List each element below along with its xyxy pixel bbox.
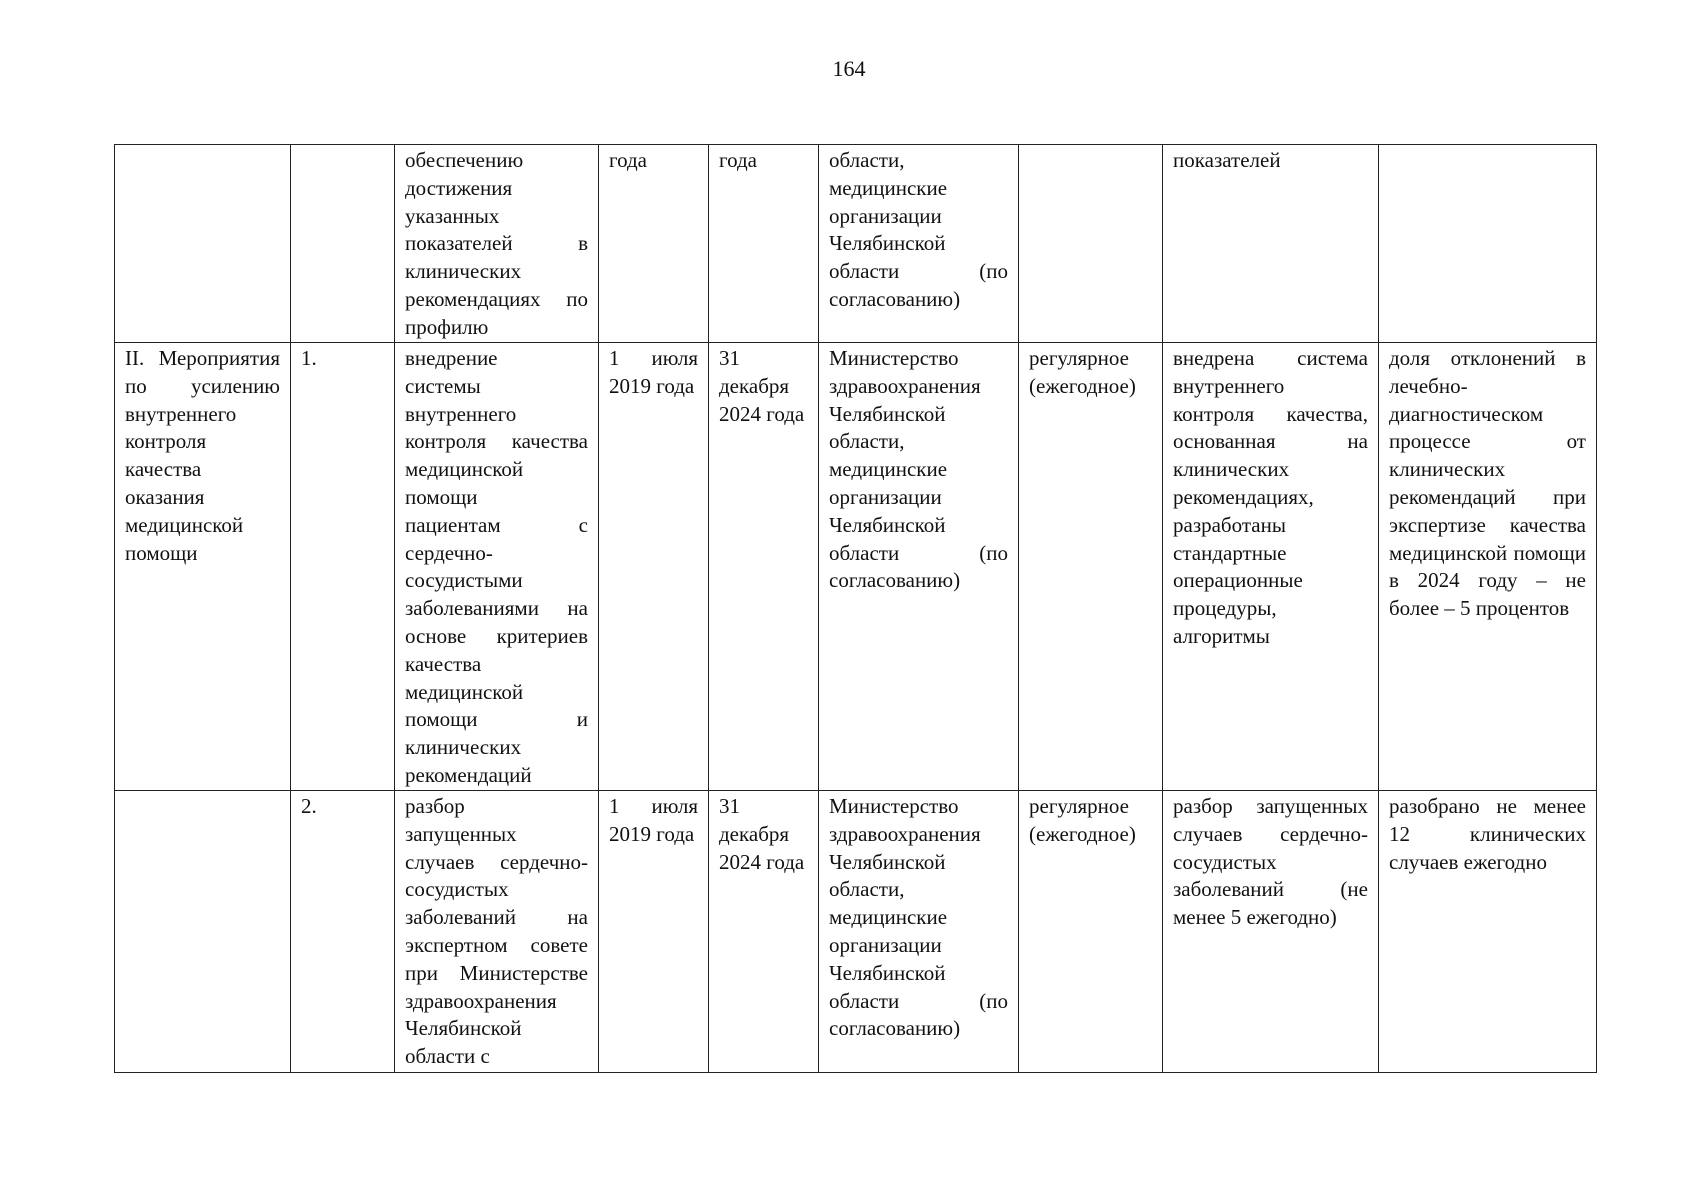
- indicator-cell: разобрано не менее 12 клинических случаев ежегодно: [1379, 791, 1597, 1073]
- responsible-cell-line: медицинские: [829, 175, 948, 200]
- responsible-cell-line: организации: [829, 203, 942, 228]
- start-date-cell: 1 июля 2019 года: [599, 343, 709, 791]
- activity-cell-line: системы: [405, 373, 481, 398]
- activity-cell-line: случаев сердечно-: [405, 849, 588, 874]
- responsible-cell-line: согласованию): [829, 286, 961, 311]
- responsible-cell-line: здравоохранения: [829, 373, 981, 398]
- activity-cell-line: основе критериев: [405, 623, 588, 648]
- activity-cell-line: показателей в: [405, 231, 588, 256]
- indicator-cell: доля отклонений в лечебно-диагностическом процессе от клинических рекомендаций при экспертизе качества медицинской помощи в 2024 году – не более – 5 процентов: [1379, 343, 1597, 791]
- activity-cell-line: достижения: [405, 175, 513, 200]
- activity-cell-line: контроля качества: [405, 429, 588, 454]
- section-cell: [115, 145, 291, 343]
- activity-cell-line: клинических: [405, 259, 522, 284]
- responsible-cell-line: медицинские: [829, 457, 948, 482]
- responsible-cell-line: организации: [829, 932, 942, 957]
- activity-cell-line: рекомендаций: [405, 762, 532, 787]
- responsible-cell-line: Челябинской: [829, 231, 946, 256]
- start-date-cell: года: [599, 145, 709, 343]
- activity-cell-line: сосудистыми: [405, 568, 523, 593]
- activity-cell-line: профилю: [405, 314, 489, 339]
- activity-cell: [395, 791, 599, 1073]
- responsible-cell-line: согласованию): [829, 1016, 961, 1041]
- responsible-cell-line: области,: [829, 148, 905, 172]
- responsible-cell-line: медицинские: [829, 905, 948, 930]
- responsible-cell-line: области (по: [829, 540, 1008, 565]
- activity-cell-line: медицинской: [405, 679, 524, 704]
- activity-cell-line: внедрение: [405, 346, 498, 370]
- item-number-cell: 1.: [291, 343, 395, 791]
- responsible-cell-line: области (по: [829, 259, 1008, 284]
- end-date-cell: 31 декабря 2024 года: [709, 343, 819, 791]
- activity-cell-line: указанных: [405, 203, 500, 228]
- responsible-cell-line: организации: [829, 484, 942, 509]
- measures-table: [114, 144, 1597, 1073]
- activity-cell-line: Челябинской: [405, 1016, 522, 1041]
- table-row-continuation: [115, 145, 1597, 343]
- activity-cell: [395, 343, 599, 791]
- responsible-cell-line: согласованию): [829, 568, 961, 593]
- activity-cell-line: сосудистых: [405, 877, 509, 902]
- responsible-cell-line: Министерство: [829, 346, 959, 370]
- activity-cell-line: сердечно-: [405, 540, 493, 565]
- activity-cell-line: пациентам с: [405, 512, 588, 537]
- activity-cell-line: рекомендациях по: [405, 286, 588, 311]
- activity-cell-line: заболеваний на: [405, 905, 588, 930]
- activity-cell-line: заболеваниями на: [405, 596, 588, 621]
- responsible-cell-line: Челябинской: [829, 401, 946, 426]
- responsible-cell-line: Челябинской: [829, 512, 946, 537]
- responsible-cell-line: Министерство: [829, 794, 959, 818]
- character-cell: регулярное (ежегодное): [1019, 343, 1163, 791]
- result-cell: разбор запущенных случаев сердечно-сосудистых заболеваний (не менее 5 ежегодно): [1163, 791, 1379, 1073]
- responsible-cell: [819, 145, 1019, 343]
- activity-cell-line: медицинской: [405, 457, 524, 482]
- character-cell: регулярное (ежегодное): [1019, 791, 1163, 1073]
- activity-cell-line: внутреннего: [405, 401, 517, 426]
- section-cell: II. Мероприятия по усилению внутреннего контроля качества оказания медицинской помощи: [115, 343, 291, 791]
- table-row-item-2: [115, 791, 1597, 1073]
- page-number: 164: [832, 56, 866, 81]
- table-row-item-1: [115, 343, 1597, 791]
- item-number-cell: [291, 145, 395, 343]
- activity-cell-line: области с: [405, 1044, 490, 1069]
- responsible-cell-line: Челябинской: [829, 960, 946, 985]
- result-cell: внедрена система внутреннего контроля качества, основанная на клинических рекомендациях, разработаны стандартные операционные процедуры, алгоритмы: [1163, 343, 1379, 791]
- responsible-cell-line: области,: [829, 429, 905, 454]
- responsible-cell-line: Челябинской: [829, 849, 946, 874]
- item-number-cell: 2.: [291, 791, 395, 1073]
- activity-cell-line: помощи: [405, 484, 478, 509]
- activity-cell-line: клинических: [405, 735, 522, 760]
- end-date-cell: года: [709, 145, 819, 343]
- indicator-cell: [1379, 145, 1597, 343]
- activity-cell-line: запущенных: [405, 821, 517, 846]
- end-date-cell: 31 декабря 2024 года: [709, 791, 819, 1073]
- result-cell: показателей: [1163, 145, 1379, 343]
- activity-cell: [395, 145, 599, 343]
- activity-cell-line: разбор: [405, 794, 465, 818]
- responsible-cell-line: области,: [829, 877, 905, 902]
- responsible-cell: [819, 343, 1019, 791]
- activity-cell-line: экспертном совете: [405, 932, 588, 957]
- responsible-cell-line: здравоохранения: [829, 821, 981, 846]
- responsible-cell-line: области (по: [829, 988, 1008, 1013]
- activity-cell-line: при Министерстве: [405, 960, 588, 985]
- character-cell: [1019, 145, 1163, 343]
- activity-cell-line: обеспечению: [405, 148, 524, 172]
- section-cell: [115, 791, 291, 1073]
- activity-cell-line: помощи и: [405, 707, 588, 732]
- start-date-cell: 1 июля 2019 года: [599, 791, 709, 1073]
- activity-cell-line: качества: [405, 651, 482, 676]
- activity-cell-line: здравоохранения: [405, 988, 557, 1013]
- responsible-cell: [819, 791, 1019, 1073]
